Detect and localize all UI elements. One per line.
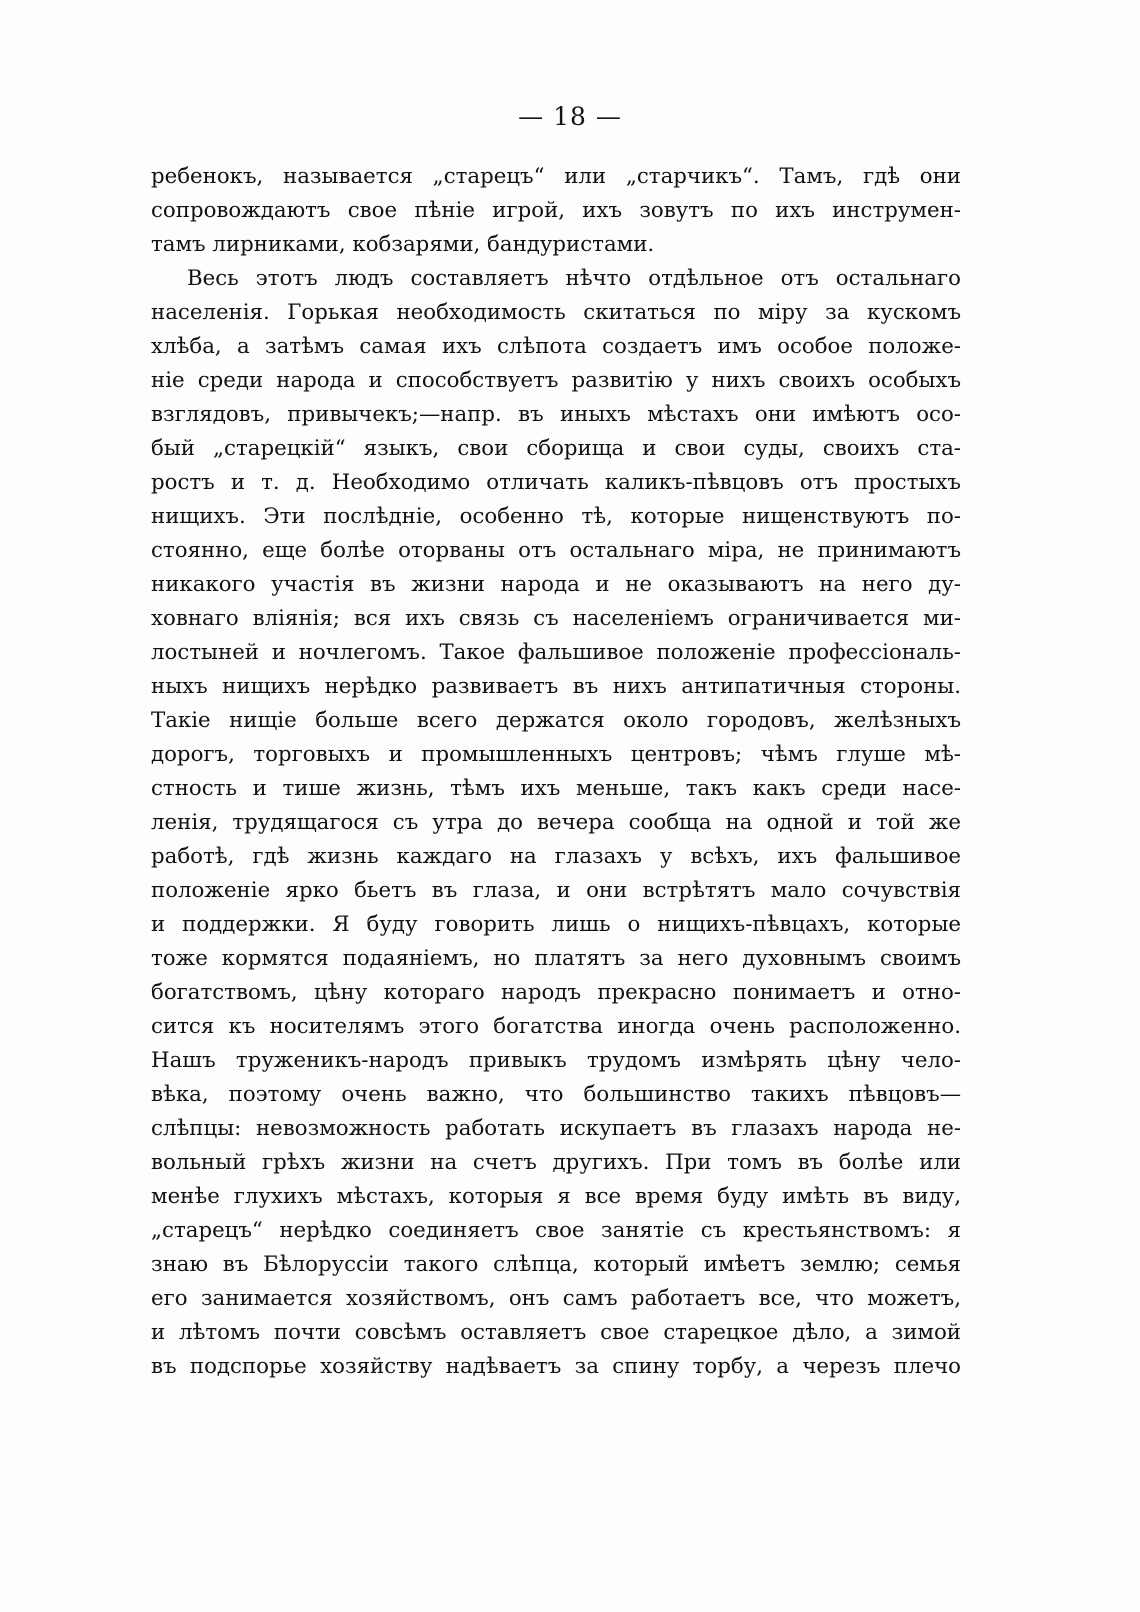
text-line: „старецъ“ нерѣдко соединяетъ свое занятіе съ крестьянствомъ: я [151, 1218, 961, 1243]
text-line: богатствомъ, цѣну котораго народъ прекрасно понимаетъ и отно- [151, 980, 961, 1005]
text-line: положеніе ярко бьетъ въ глаза, и они встрѣтятъ мало сочувствія [151, 878, 961, 903]
text-line: тоже кормятся подаяніемъ, но платятъ за него духовнымъ своимъ [151, 946, 961, 971]
text-line: знаю въ Бѣлоруссіи такого слѣпца, который имѣетъ землю; семья [151, 1252, 961, 1277]
text-line: и поддержки. Я буду говорить лишь о нищихъ-пѣвцахъ, которые [151, 912, 961, 937]
text-line: дорогъ, торговыхъ и промышленныхъ центровъ; чѣмъ глуше мѣ- [151, 742, 961, 767]
text-line: слѣпцы: невозможность работать искупаетъ въ глазахъ народа не- [151, 1116, 961, 1141]
text-line: нищихъ. Эти послѣдніе, особенно тѣ, которые нищенствуютъ по- [151, 504, 961, 529]
paragraph-1 [151, 160, 961, 262]
text-line: Нашъ труженикъ-народъ привыкъ трудомъ измѣрять цѣну чело- [151, 1048, 961, 1073]
text-line: въ подспорье хозяйству надѣваетъ за спину торбу, а черезъ плечо [151, 1354, 961, 1379]
text-line: ніе среди народа и способствуетъ развитію у нихъ своихъ особыхъ [151, 368, 961, 393]
text-line: тамъ лирниками, кобзарями, бандуристами. [151, 232, 655, 257]
text-line: менѣе глухихъ мѣстахъ, которыя я все время буду имѣть въ виду, [151, 1184, 961, 1209]
text-line: Весь этотъ людъ составляетъ нѣчто отдѣльное отъ остальнаго [187, 266, 961, 291]
text-line: стоянно, еще болѣе оторваны отъ остальнаго міра, не принимаютъ [151, 538, 961, 563]
text-line: хлѣба, а затѣмъ самая ихъ слѣпота создаетъ имъ особое положе- [151, 334, 961, 359]
text-line: лостыней и ночлегомъ. Такое фальшивое положеніе профессіональ- [151, 640, 961, 665]
text-line: ныхъ нищихъ нерѣдко развиваетъ въ нихъ антипатичныя стороны. [151, 674, 961, 699]
paragraph-2 [151, 262, 961, 1384]
text-line: его занимается хозяйствомъ, онъ самъ работаетъ все, что можетъ, [151, 1286, 961, 1311]
text-line: вольный грѣхъ жизни на счетъ другихъ. При томъ въ болѣе или [151, 1150, 961, 1175]
text-line: взглядовъ, привычекъ;—напр. въ иныхъ мѣстахъ они имѣютъ осо- [151, 402, 961, 427]
text-line: ребенокъ, называется „старецъ“ или „старчикъ“. Тамъ, гдѣ они [151, 164, 961, 189]
text-line: вѣка, поэтому очень важно, что большинство такихъ пѣвцовъ— [151, 1082, 961, 1107]
body-text [151, 160, 961, 1384]
text-line: ростъ и т. д. Необходимо отличать каликъ-пѣвцовъ отъ простыхъ [151, 470, 961, 495]
text-line: ленія, трудящагося съ утра до вечера сообща на одной и той же [151, 810, 961, 835]
text-line: работѣ, гдѣ жизнь каждаго на глазахъ у всѣхъ, ихъ фальшивое [151, 844, 961, 869]
text-line: бый „старецкій“ языкъ, свои сборища и свои суды, своихъ ста- [151, 436, 961, 461]
text-line: Такіе нищіе больше всего держатся около городовъ, желѣзныхъ [151, 708, 961, 733]
text-line: населенія. Горькая необходимость скитаться по міру за кускомъ [151, 300, 961, 325]
text-line: сится къ носителямъ этого богатства иногда очень расположенно. [151, 1014, 961, 1039]
text-line: никакого участія въ жизни народа и не оказываютъ на него ду- [151, 572, 961, 597]
text-line: ховнаго вліянія; вся ихъ связь съ населеніемъ ограничивается ми- [151, 606, 961, 631]
text-line: стность и тише жизнь, тѣмъ ихъ меньше, такъ какъ среди насе- [151, 776, 961, 801]
text-line: сопровождаютъ свое пѣніе игрой, ихъ зовутъ по ихъ инструмен- [151, 198, 961, 223]
text-line: и лѣтомъ почти совсѣмъ оставляетъ свое старецкое дѣло, а зимой [151, 1320, 961, 1345]
page-number: — 18 — [518, 102, 622, 131]
